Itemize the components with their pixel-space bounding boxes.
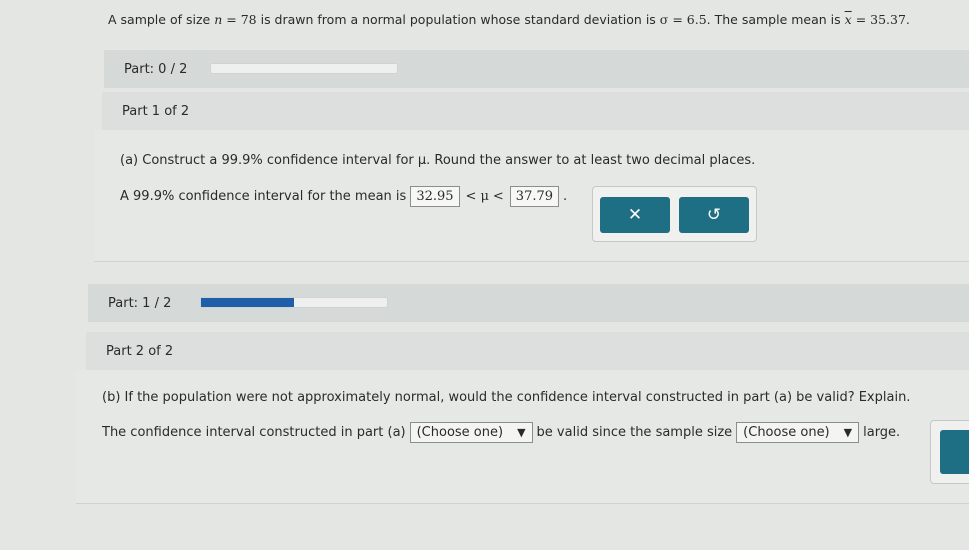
less-than-symbol: < (465, 189, 477, 204)
part1-header-label: Part 1 of 2 (122, 103, 190, 119)
sigma-symbol: σ (659, 12, 669, 27)
progress-track-1 (210, 63, 398, 74)
caret-down-icon: ▼ (843, 426, 853, 439)
progress-fill-2 (201, 298, 294, 307)
undo-icon: ↺ (706, 205, 722, 225)
part2-header-label: Part 2 of 2 (106, 343, 174, 359)
sentence-end: large. (863, 425, 901, 440)
validity-select-value: (Choose one) (416, 425, 504, 440)
caret-down-icon: ▼ (517, 426, 526, 439)
lower-bound-input[interactable]: 32.95 (410, 186, 459, 207)
answer-tools-panel (592, 186, 757, 242)
problem-suffix: . The sample mean is (706, 12, 841, 27)
part2-answer-row (102, 422, 900, 443)
undo-button[interactable] (679, 197, 749, 233)
part-progress-label-2: Part: 1 / 2 (108, 295, 172, 311)
part2-header (86, 332, 969, 370)
problem-prefix: A sample of size (108, 12, 211, 27)
sentence-start: The confidence interval constructed in part (a) (102, 425, 406, 440)
part-progress-label-1: Part: 0 / 2 (124, 61, 188, 77)
less-than-symbol: < (492, 189, 504, 204)
answer-prefix: A 99.9% confidence interval for the mean is (120, 189, 407, 204)
sample-size-select[interactable] (736, 422, 859, 443)
part-progress-bar-2 (88, 284, 969, 322)
part1-answer-row (120, 186, 567, 207)
part1-question: (a) Construct a 99.9% confidence interval for μ. Round the answer to at least two decimal places. (120, 153, 756, 168)
part1-header (102, 92, 969, 130)
upper-bound-input[interactable]: 37.79 (510, 186, 559, 207)
answer-period: . (563, 189, 568, 204)
problem-middle: is drawn from a normal population whose standard deviation is (260, 12, 656, 27)
validity-select[interactable] (410, 422, 533, 443)
mu-symbol: μ (480, 189, 489, 204)
n-symbol: n (214, 12, 223, 27)
n-value: = 78 (226, 12, 257, 27)
xbar-value: = 35.37. (855, 12, 910, 27)
part-progress-bar-1 (104, 50, 969, 88)
problem-statement (108, 12, 910, 27)
part2-question: (b) If the population were not approximately normal, would the confidence interval constructed in part (a) be valid? Explain. (102, 390, 911, 405)
x-icon: ✕ (627, 205, 643, 225)
progress-track-2 (200, 297, 388, 308)
clear-button[interactable] (600, 197, 670, 233)
sigma-value: = 6.5 (672, 12, 707, 27)
part2-tool-button[interactable] (940, 430, 969, 474)
sample-size-select-value: (Choose one) (743, 425, 830, 440)
sentence-middle: be valid since the sample size (536, 425, 733, 440)
xbar-symbol: $\overline{x}$ (844, 12, 852, 27)
